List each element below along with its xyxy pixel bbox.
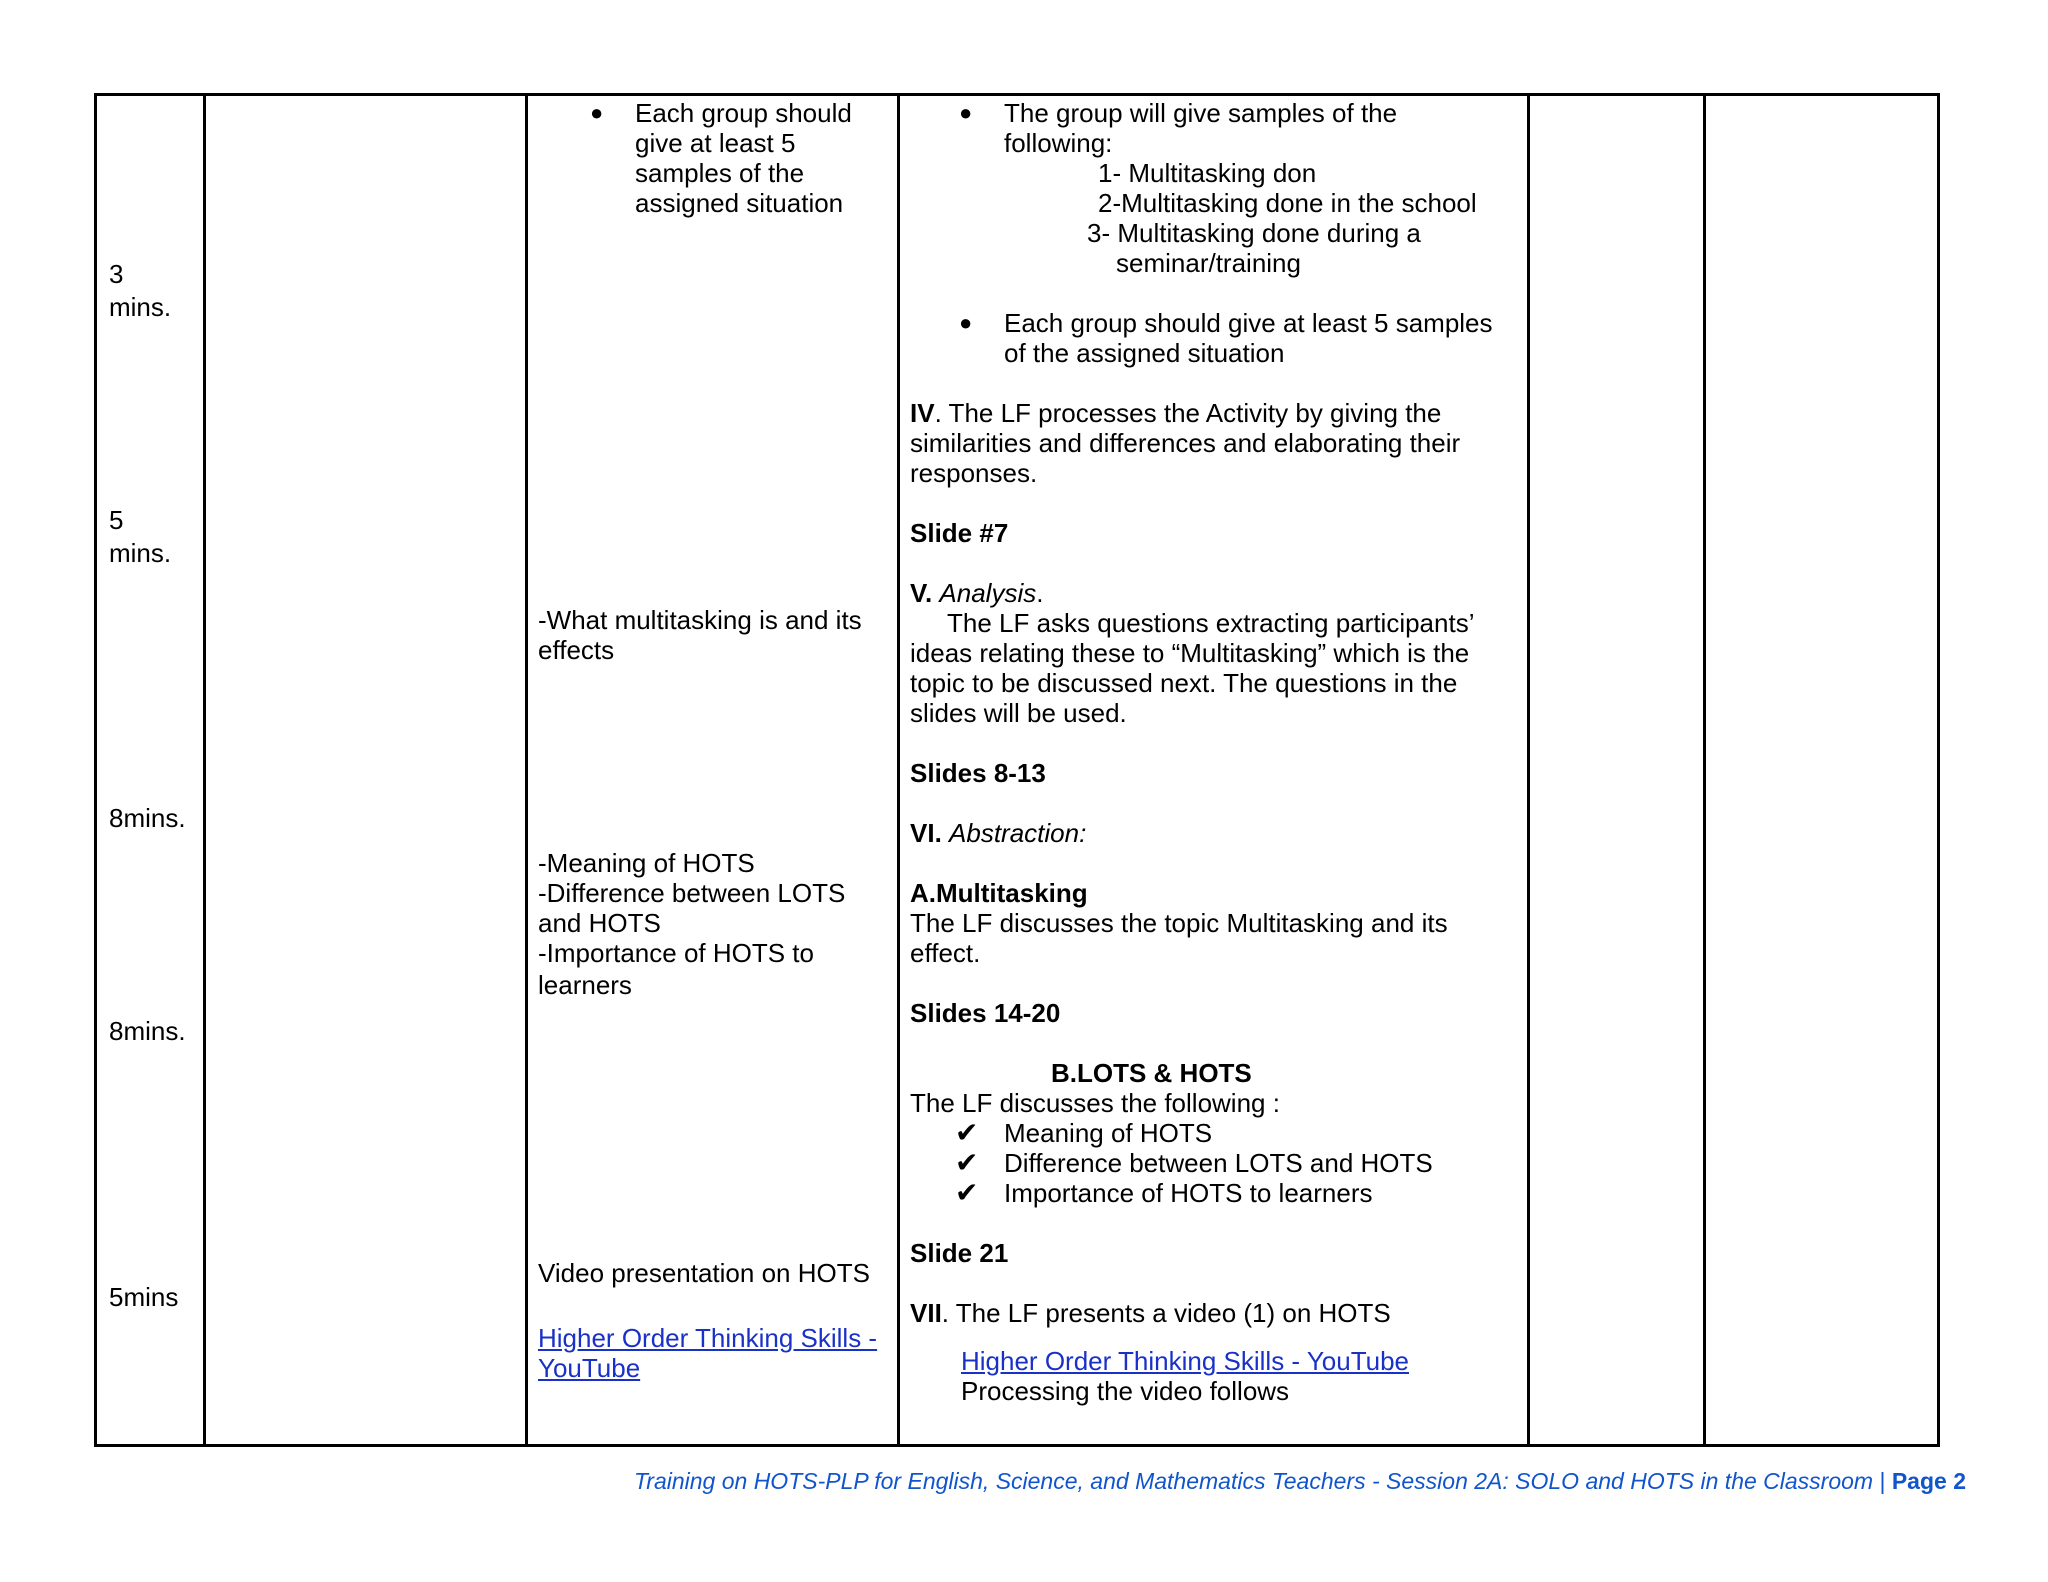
- check-item: Meaning of HOTS: [1004, 1118, 1213, 1148]
- time-label: 5 mins.: [109, 505, 172, 568]
- activity-text: The LF discusses the topic Multitasking and its: [910, 908, 1448, 938]
- activity-text: Each group should give at least 5 samples: [1004, 308, 1493, 338]
- subsection-title: A.Multitasking: [910, 878, 1088, 908]
- activity-text: slides will be used.: [910, 698, 1127, 728]
- content-hots-line: -Meaning of HOTS: [538, 848, 755, 878]
- checkmark-icon: ✔: [955, 1147, 979, 1178]
- activity-text: . The LF processes the Activity by giving the: [934, 398, 1442, 428]
- slide-reference: Slides 8-13: [910, 758, 1046, 788]
- content-hots-line: learners: [538, 970, 632, 1000]
- column-divider: [525, 96, 528, 1444]
- activity-vi-heading: [910, 818, 1086, 848]
- activity-text: topic to be discussed next. The questions in the: [910, 668, 1458, 698]
- content-bullet-line: samples of the: [635, 158, 805, 188]
- time-label: 5mins: [109, 1282, 179, 1312]
- section-number: V.: [910, 578, 933, 608]
- time-label: 8mins.: [109, 803, 186, 833]
- column-divider: [1703, 96, 1706, 1444]
- content-bullet-line: give at least 5: [635, 128, 796, 158]
- column-divider: [1527, 96, 1530, 1444]
- content-multitasking-line: -What multitasking is and its: [538, 605, 862, 635]
- activity-text: following:: [1004, 128, 1113, 158]
- youtube-link[interactable]: Higher Order Thinking Skills - YouTube: [961, 1346, 1410, 1376]
- activity-iv: [910, 398, 1441, 428]
- checkmark-icon: ✔: [955, 1117, 979, 1148]
- content-bullet-line: assigned situation: [635, 188, 844, 218]
- activity-text: effect.: [910, 938, 981, 968]
- activity-text: of the assigned situation: [1004, 338, 1285, 368]
- slide-reference: Slide #7: [910, 518, 1009, 548]
- section-number: VII: [910, 1298, 942, 1328]
- activity-text: responses.: [910, 458, 1038, 488]
- content-hots-line: -Importance of HOTS to: [538, 938, 814, 968]
- activity-sub-item: seminar/training: [1116, 248, 1301, 278]
- activity-sub-item: 3- Multitasking done during a: [1087, 218, 1421, 248]
- page-footer: [634, 1468, 1966, 1495]
- activity-text: ideas relating these to “Multitasking” which is the: [910, 638, 1470, 668]
- activity-text: The LF discusses the following :: [910, 1088, 1280, 1118]
- section-number: IV: [910, 398, 935, 428]
- activity-sub-item: 1- Multitasking don: [1098, 158, 1317, 188]
- column-divider: [897, 96, 900, 1444]
- content-multitasking-line: effects: [538, 635, 615, 665]
- page-number: Page 2: [1891, 1468, 1966, 1494]
- content-bullet-line: Each group should: [635, 98, 852, 128]
- activity-v-heading: V. Analysis.: [910, 578, 1044, 608]
- activity-text: . The LF presents a video (1) on HOTS: [941, 1298, 1391, 1328]
- video-presentation-label: Video presentation on HOTS: [538, 1258, 870, 1288]
- youtube-link[interactable]: Higher Order Thinking Skills -: [538, 1323, 878, 1353]
- lesson-plan-table: [94, 93, 1940, 1447]
- bullet-icon: ●: [959, 310, 973, 335]
- content-hots-line: and HOTS: [538, 908, 661, 938]
- activity-sub-item: 2-Multitasking done in the school: [1098, 188, 1477, 218]
- bullet-icon: ●: [590, 100, 604, 125]
- slide-reference: Slide 21: [910, 1238, 1009, 1268]
- activity-text: The group will give samples of the: [1004, 98, 1398, 128]
- check-item: Importance of HOTS to learners: [1004, 1178, 1373, 1208]
- time-label: 8mins.: [109, 1016, 186, 1046]
- activity-text: The LF asks questions extracting participants’: [947, 608, 1475, 638]
- section-number: VI.: [910, 818, 942, 848]
- footer-separator: |: [1873, 1468, 1892, 1494]
- activity-vii: [910, 1298, 1391, 1328]
- slide-reference: Slides 14-20: [910, 998, 1061, 1028]
- activity-text: Processing the video follows: [961, 1376, 1290, 1406]
- column-divider: [203, 96, 206, 1444]
- section-title: Analysis: [939, 578, 1037, 608]
- subsection-title: B.LOTS & HOTS: [1051, 1058, 1252, 1088]
- check-item: Difference between LOTS and HOTS: [1004, 1148, 1433, 1178]
- bullet-icon: ●: [959, 100, 973, 125]
- section-title: Abstraction:: [949, 818, 1087, 848]
- activity-text: similarities and differences and elaborating their: [910, 428, 1461, 458]
- time-label: 3 mins.: [109, 259, 172, 322]
- footer-title: Training on HOTS-PLP for English, Science, and Mathematics Teachers - Session 2A: SOLO and HOTS in the Classroom: [633, 1468, 1874, 1494]
- youtube-link[interactable]: YouTube: [538, 1353, 641, 1383]
- checkmark-icon: ✔: [955, 1177, 979, 1208]
- content-hots-line: -Difference between LOTS: [538, 878, 846, 908]
